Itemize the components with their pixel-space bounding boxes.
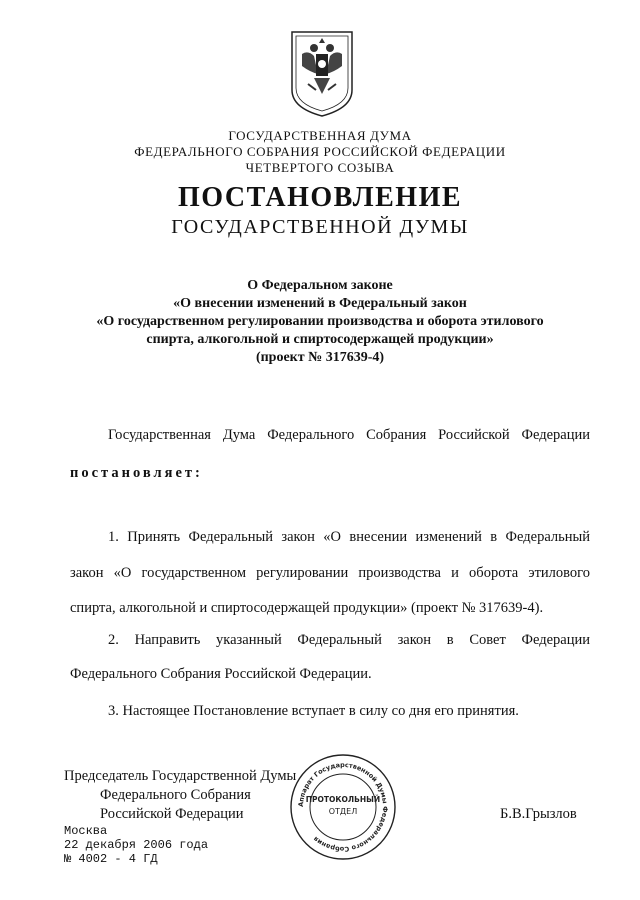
header-line-3: ЧЕТВЕРТОГО СОЗЫВА — [245, 160, 395, 175]
item-2-line-2: Федерального Собрания Российской Федерации. — [70, 666, 372, 682]
document-subtitle: ГОСУДАРСТВЕННОЙ ДУМЫ — [171, 216, 469, 238]
title-line-4: спирта, алкогольной и спиртосодержащей продукции» — [146, 332, 494, 347]
header-line-2: ФЕДЕРАЛЬНОГО СОБРАНИЯ РОССИЙСКОЙ ФЕДЕРАЦИИ — [134, 144, 506, 159]
signature-line-2: Федерального Собрания — [100, 787, 251, 803]
item-1-line-1: 1. Принять Федеральный закон «О внесении изменений в Федеральный — [108, 529, 590, 545]
item-2-line-1: 2. Направить указанный Федеральный закон в Совет Федерации — [108, 632, 590, 648]
signatory-name: Б.В.Грызлов — [500, 806, 577, 822]
title-line-1: О Федеральном законе — [247, 278, 393, 293]
stamp-ring-text: Аппарат Государственной Думы Федерального Собрания — [296, 760, 390, 854]
document-type: ПОСТАНОВЛЕНИЕ — [177, 182, 463, 213]
footer-date: 22 декабря 2006 года — [64, 838, 209, 852]
title-line-2: «О внесении изменений в Федеральный закон — [173, 296, 467, 311]
title-line-5: (проект № 317639-4) — [255, 350, 385, 365]
footer-number: № 4002 - 4 ГД — [64, 852, 158, 866]
footer-city: Москва — [64, 824, 108, 838]
item-3: 3. Настоящее Постановление вступает в силу со дня его принятия. — [108, 703, 519, 719]
header-line-1: ГОСУДАРСТВЕННАЯ ДУМА — [228, 128, 412, 143]
signature-line-3: Российской Федерации — [100, 806, 244, 822]
signature-line-1: Председатель Государственной Думы — [64, 768, 297, 784]
title-line-3: «О государственном регулировании производства и оборота этилового — [96, 314, 544, 329]
item-1-line-2: закон «О государственном регулировании производства и оборота этилового — [70, 565, 590, 581]
item-1-line-3: спирта, алкогольной и спиртосодержащей продукции» (проект № 317639-4). — [70, 600, 544, 616]
coat-of-arms-emblem — [288, 28, 356, 118]
stamp-center-top-text: ПРОТОКОЛЬНЫЙ — [305, 795, 381, 804]
resolves-text: постановляет: — [70, 465, 203, 481]
intro-text: Государственная Дума Федерального Собрания Российской Федерации — [108, 427, 590, 443]
stamp-center-text: ОТДЕЛ — [328, 807, 358, 816]
protocol-department-stamp — [288, 752, 398, 862]
